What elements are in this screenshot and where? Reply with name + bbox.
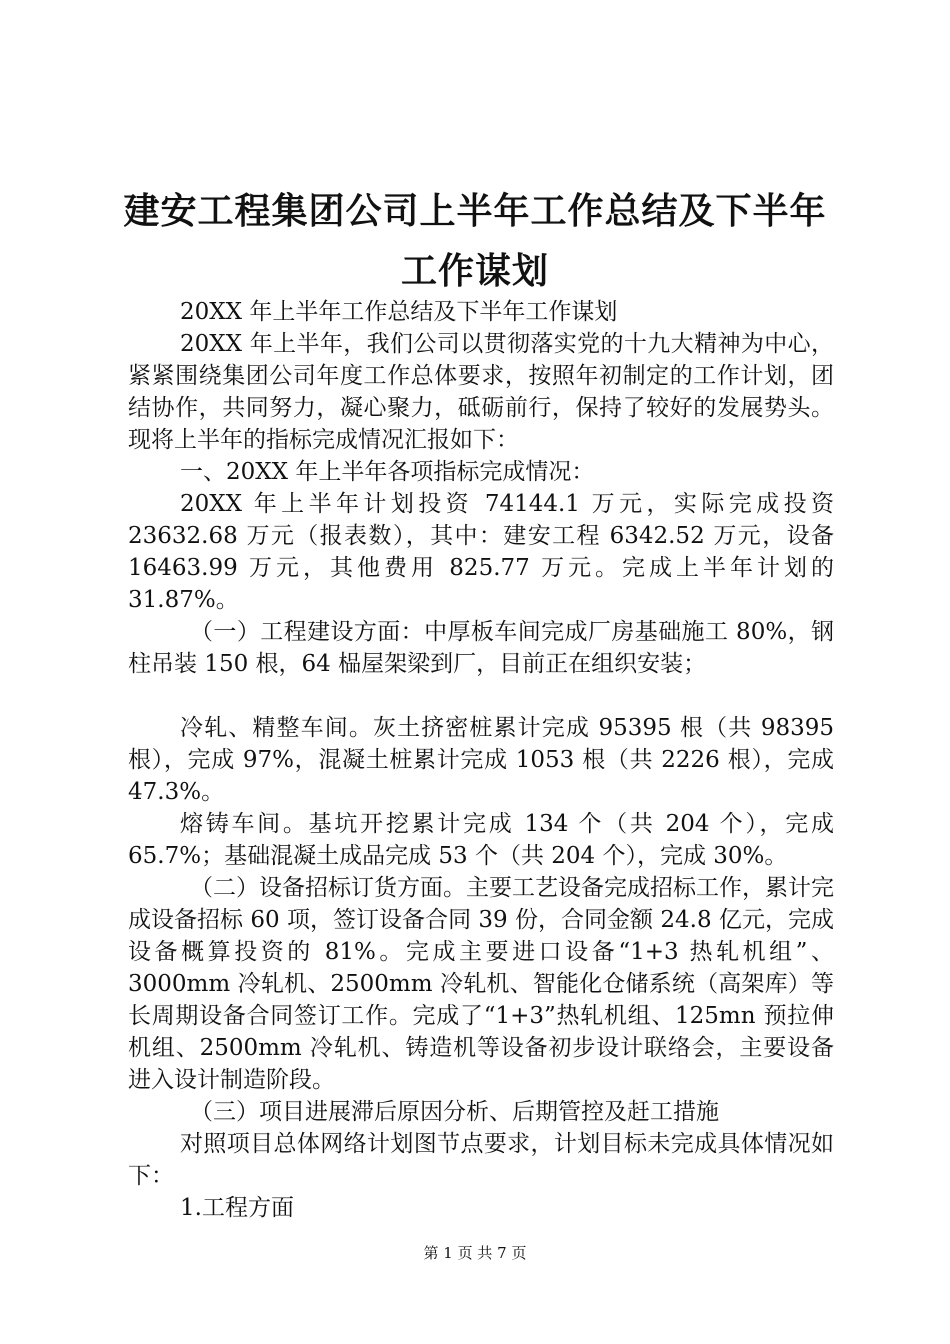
paragraph-section-one-heading: 一、20XX 年上半年各项指标完成情况： xyxy=(180,459,595,485)
document-title: 建安工程集团公司上半年工作总结及下半年工作谋划 xyxy=(123,191,827,292)
paragraph-engineering: （一）工程建设方面：中厚板车间完成厂房基础施工 80%，钢柱吊装 150 根，64 榀屋架梁到厂，目前正在组织安装； xyxy=(128,619,834,677)
paragraph-casting: 熔铸车间。基坑开挖累计完成 134 个（共 204 个），完成 65.7%；基础混凝土成品完成 53 个（共 204 个），完成 30%。 xyxy=(128,811,834,869)
document-body xyxy=(128,296,834,1224)
paragraph-section-three-heading: （三）项目进展滞后原因分析、后期管控及赶工措施 xyxy=(190,1099,719,1125)
paragraph-intro: 20XX 年上半年，我们公司以贯彻落实党的十九大精神为中心，紧紧围绕集团公司年度工作总体要求，按照年初制定的工作计划，团结协作，共同努力，凝心聚力，砥砺前行，保持了较好的发展势头。现将上半年的指标完成情况汇报如下： xyxy=(128,331,834,453)
paragraph-equipment: （二）设备招标订货方面。主要工艺设备完成招标工作，累计完成设备招标 60 项，签订设备合同 39 份，合同金额 24.8 亿元，完成设备概算投资的 81%。完成主要进口设备“1+3 热轧机组”、3000mm 冷轧机、2500mm 冷轧机、智能化仓储系统（高架库）等长周期设备合同签订工作。完成了“1+3”热轧机组、125mn 预拉伸机组、2500mm 冷轧机、铸造机等设备初步设计联络会，主要设备进入设计制造阶段。 xyxy=(128,875,834,1093)
paragraph-engineering-aspect: 1.工程方面 xyxy=(180,1195,294,1221)
paragraph-cold-rolling: 冷轧、精整车间。灰土挤密桩累计完成 95395 根（共 98395 根），完成 97%，混凝土桩累计完成 1053 根（共 2226 根），完成 47.3%。 xyxy=(128,715,834,805)
paragraph-comparison: 对照项目总体网络计划图节点要求，计划目标未完成具体情况如下： xyxy=(128,1131,834,1189)
page-footer: 第 1 页 共 7 页 xyxy=(423,1244,527,1262)
paragraph-subtitle: 20XX 年上半年工作总结及下半年工作谋划 xyxy=(180,299,618,325)
paragraph-investment: 20XX 年上半年计划投资 74144.1 万元，实际完成投资 23632.68 万元（报表数），其中：建安工程 6342.52 万元，设备 16463.99 万元，其他费用 825.77 万元。完成上半年计划的 31.87%。 xyxy=(128,491,834,613)
